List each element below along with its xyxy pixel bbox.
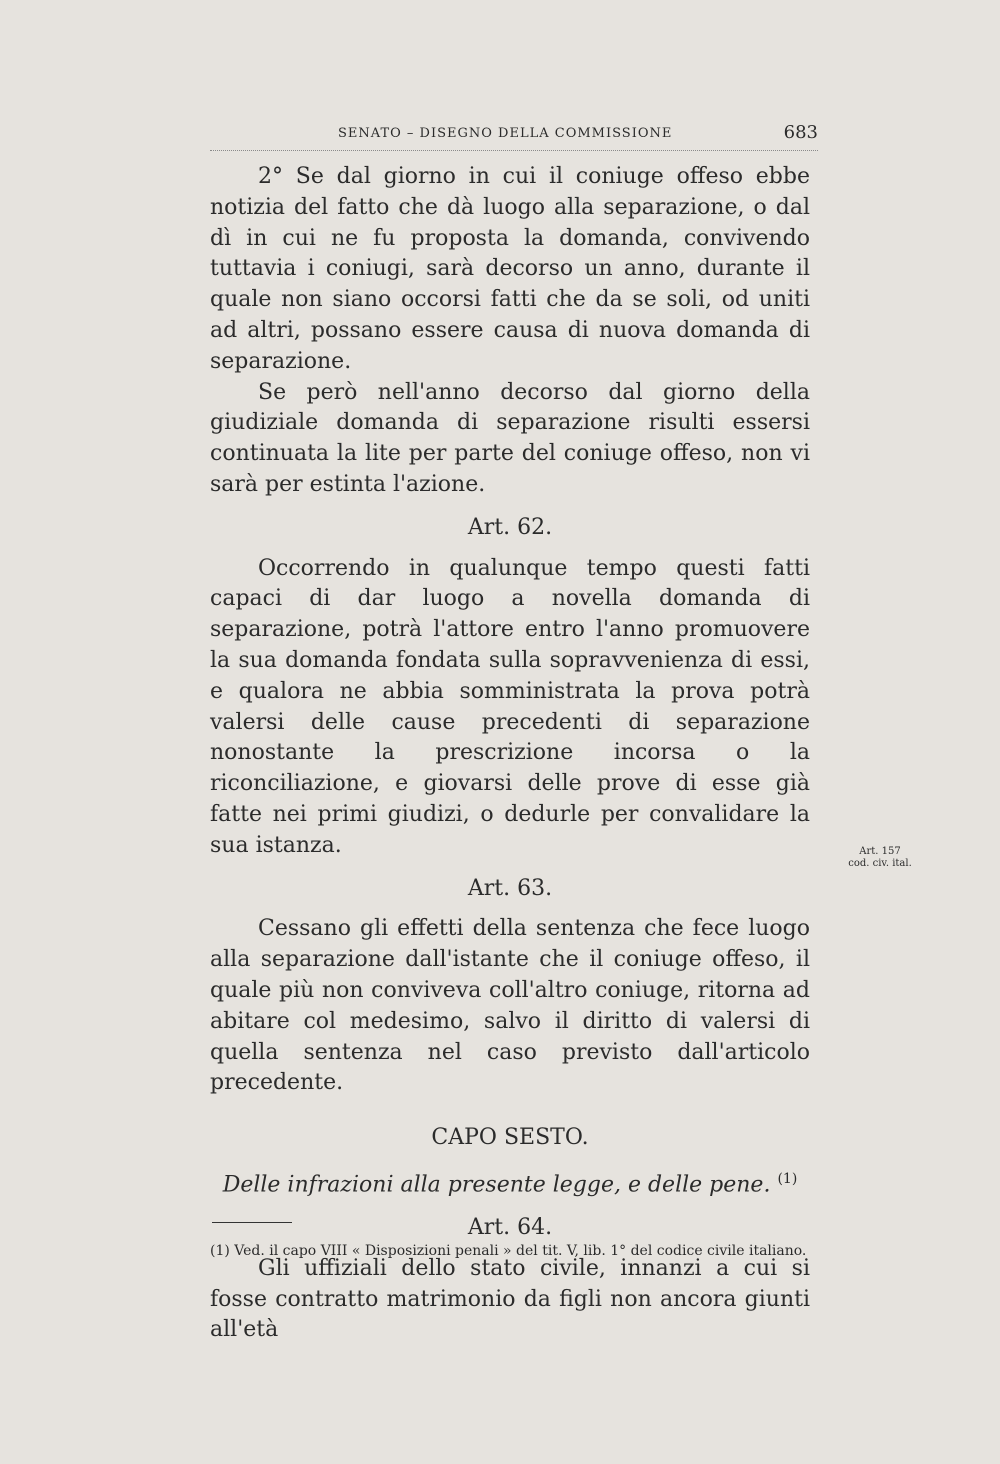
margin-note-line-2: cod. civ. ital. bbox=[848, 858, 912, 869]
chapter-subtitle bbox=[210, 1164, 810, 1201]
paragraph-clause-2: 2° Se dal giorno in cui il coniuge offeso ebbe notizia del fatto che dà luogo alla separazione, o dal dì in cui ne fu proposta la domanda, convivendo tuttavia i coniugi, sarà decorso un anno, durante il quale non siano occorsi fatti che da se soli, od uniti ad altri, possano essere causa di nuova domanda di separazione. bbox=[210, 164, 810, 374]
footnote-rule bbox=[212, 1222, 292, 1223]
article-62-text: Occorrendo in qualunque tempo questi fatti capaci di dar luogo a novella domanda di separazione, potrà l'attore entro l'anno promuovere la sua domanda fondata sulla sopravvenienza di essi, e qualora ne abbia somministrata la prova potrà valersi delle cause precedenti di separazione nonostante la prescrizione incorsa o la riconciliazione, e giovarsi delle prove di esse già fatte nei primi giudizi, o dedurle per convalidare la sua istanza. bbox=[210, 555, 810, 858]
article-64-heading: Art. 64. bbox=[467, 1215, 553, 1241]
chapter-subtitle-text: Delle infrazioni alla presente legge, e delle pene. bbox=[222, 1172, 771, 1198]
running-head: SENATO – DISEGNO DELLA COMMISSIONE bbox=[338, 126, 673, 141]
chapter-heading: CAPO SESTO. bbox=[431, 1125, 589, 1151]
paragraph-continuation: Se però nell'anno decorso dal giorno della giudiziale domanda di separazione risulti essersi continuata la lite per parte del coniuge offeso, non vi sarà per estinta l'azione. bbox=[210, 379, 810, 497]
page-number: 683 bbox=[783, 122, 818, 143]
article-63-heading: Art. 63. bbox=[467, 875, 553, 901]
article-64-text: Gli uffiziali dello stato civile, innanzi a cui si fosse contratto matrimonio da figli non ancora giunti all'età bbox=[210, 1255, 810, 1343]
footnote-reference: (1) bbox=[777, 1170, 798, 1187]
footnote: (1) Ved. il capo VIII « Disposizioni penali » del tit. V, lib. 1° del codice civile italiano. bbox=[210, 1243, 807, 1259]
article-62-heading: Art. 62. bbox=[467, 514, 553, 540]
page-header bbox=[210, 122, 818, 151]
body-text bbox=[210, 162, 810, 1346]
article-63-text: Cessano gli effetti della sentenza che fece luogo alla separazione dall'istante che il coniuge offeso, il quale più non conviveva coll'altro coniuge, ritorna ad abitare col medesimo, salvo il diritto di valersi di quella sentenza nel caso previsto dall'articolo precedente. bbox=[210, 916, 810, 1096]
margin-note bbox=[830, 846, 930, 870]
margin-note-line-1: Art. 157 bbox=[859, 846, 901, 857]
